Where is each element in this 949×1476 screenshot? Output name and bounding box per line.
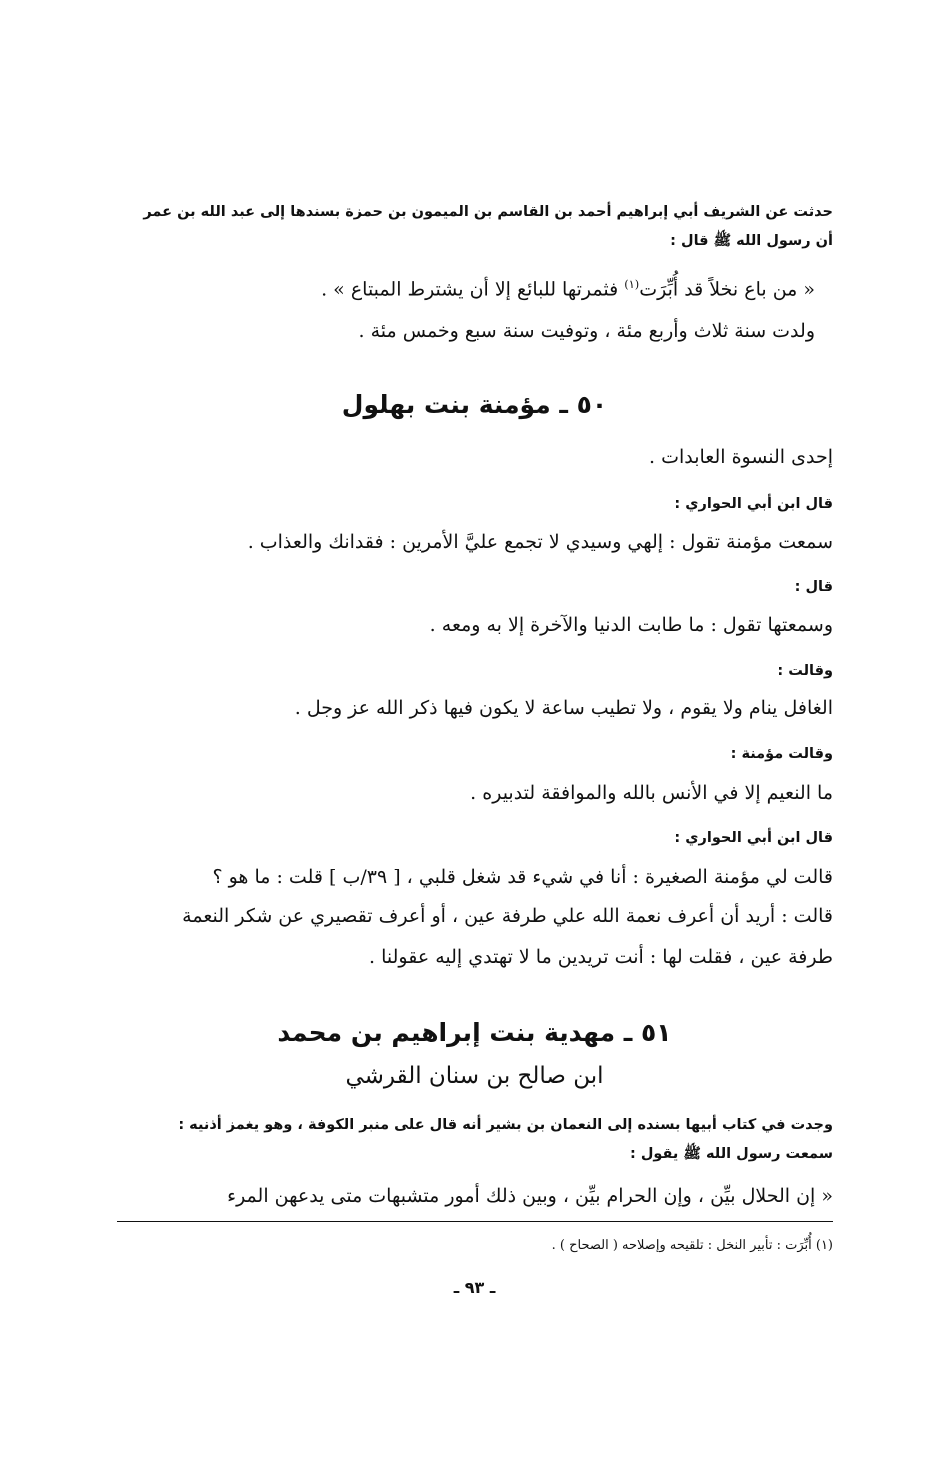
footnote: (١) أُبِّرَت : تأبير النخل : تلقيحه وإصلاحه ( الصحاح ) . [551,1238,833,1253]
speaker-label: وقالت : [777,663,833,679]
hadith-text-rest: فثمرتها للبائع إلا أن يشترط المبتاع » . [321,278,625,301]
bio-line: ولدت سنة ثلاث وأربع مئة ، وتوفيت سنة سبع وخمس مئة . [358,320,815,342]
text-line: « إن الحلال بيِّن ، وإن الحرام بيِّن ، وبين ذلك أمور متشبهات متى يدعهن المرء [227,1185,833,1207]
text-line: وسمعتها تقول : ما طابت الدنيا والآخرة إلا به ومعه . [429,614,833,636]
text-line: إحدى النسوة العابدات . [649,446,833,468]
text-line: طرفة عين ، فقلت لها : أنت تريدين ما لا تهتدي إليه عقولنا . [369,946,833,968]
speaker-label: قال ابن أبي الحواري : [674,830,833,846]
text-line: قالت لي مؤمنة الصغيرة : أنا في شيء قد شغل قلبي ، [ ٣٩/ب ] قلت : ما هو ؟ [212,866,833,888]
speaker-label: سمعت رسول الله ﷺ يقول : [629,1146,833,1162]
text-line: الغافل ينام ولا يقوم ، ولا تطيب ساعة لا يكون فيها ذكر الله عز وجل . [294,697,833,719]
speaker-label: قال : [794,579,833,595]
text-line: قالت : أريد أن أعرف نعمة الله علي طرفة عين ، أو أعرف تقصيري عن شكر النعمة [182,905,833,927]
intro-line-2: أن رسول الله ﷺ قال : [670,233,833,249]
section-51-subtitle: ابن صالح بن سنان القرشي [345,1063,604,1089]
section-51-title: ٥١ ـ مهدية بنت إبراهيم بن محمد [277,1018,672,1047]
intro-line-1: حدثت عن الشريف أبي إبراهيم أحمد بن القاسم بن الميمون بن حمزة بسندها إلى عبد الله بن عمر [143,204,833,220]
footnote-separator [117,1221,833,1222]
speaker-label: وقالت مؤمنة : [730,746,833,762]
hadith-line [321,278,815,301]
speaker-label: قال ابن أبي الحواري : [674,496,833,512]
footnote-reference: (١) [624,277,640,291]
page-number: ـ ٩٣ ـ [453,1278,496,1297]
text-line: سمعت مؤمنة تقول : إلهي وسيدي لا تجمع عليَّ الأمرين : فقدانك والعذاب . [247,531,833,553]
text-line: ما النعيم إلا في الأنس بالله والموافقة لتدبيره . [470,782,833,804]
hadith-text: « من باع نخلاً قد أُبِّرَت [639,278,815,301]
section-50-title: ٥٠ ـ مؤمنة بنت بهلول [341,390,608,419]
speaker-label: وجدت في كتاب أبيها بسنده إلى النعمان بن بشير أنه قال على منبر الكوفة ، وهو يغمز أذنيه : [178,1117,833,1133]
